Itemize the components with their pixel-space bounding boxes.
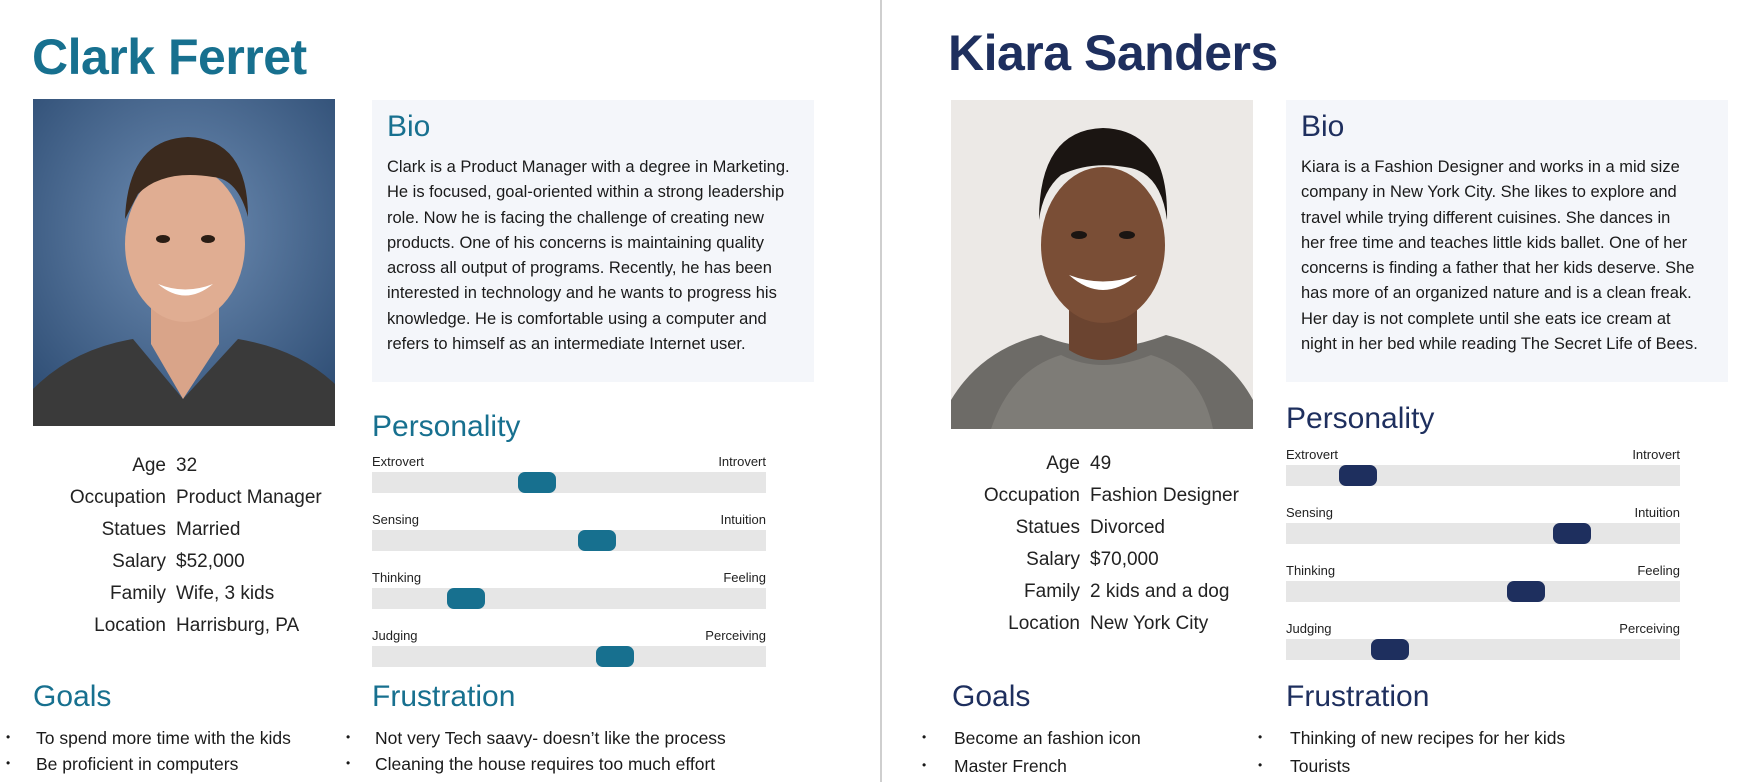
bio-line: across all output of programs. Recently, he has been xyxy=(387,259,772,278)
details-table xyxy=(934,453,1274,645)
frustration-text: Not very Tech saavy- doesn’t like the process xyxy=(375,728,726,748)
bio-line: concerns is finding a father that her kids deserve. She xyxy=(1301,259,1695,278)
slider-knob xyxy=(596,646,634,667)
detail-row-occupation xyxy=(934,485,1274,517)
detail-row-family xyxy=(934,581,1274,613)
personality-slider xyxy=(372,512,766,570)
frustration-list xyxy=(342,728,726,780)
bullet-icon: • xyxy=(346,756,351,770)
slider-right-label: Feeling xyxy=(723,570,766,585)
slider-left-label: Sensing xyxy=(1286,505,1333,520)
slider-track xyxy=(372,646,766,667)
bio-text xyxy=(387,155,807,357)
detail-value: Divorced xyxy=(1090,517,1165,538)
detail-row-status xyxy=(934,517,1274,549)
detail-value: New York City xyxy=(1090,613,1209,634)
slider-knob xyxy=(1553,523,1591,544)
bio-line: has more of an organized nature and is a clean freak. xyxy=(1301,284,1692,303)
slider-knob xyxy=(578,530,616,551)
goals-title: Goals xyxy=(952,680,1031,713)
slider-right-label: Perceiving xyxy=(1619,621,1680,636)
slider-right-label: Feeling xyxy=(1637,563,1680,578)
personality-slider xyxy=(1286,447,1680,505)
detail-value: $70,000 xyxy=(1090,549,1159,570)
personality-title: Personality xyxy=(1286,402,1435,435)
detail-value: 49 xyxy=(1090,453,1112,474)
goal-text: Master French xyxy=(954,756,1067,776)
slider-right-label: Intuition xyxy=(1634,505,1680,520)
bullet-icon: • xyxy=(6,730,11,744)
bio-line: Clark is a Product Manager with a degree in Marketing. xyxy=(387,158,790,176)
frustration-text: Tourists xyxy=(1290,756,1351,776)
bio-line: Kiara is a Fashion Designer and works in a mid size xyxy=(1301,158,1680,176)
detail-label: Family xyxy=(1024,581,1080,602)
bio-line: role. Now he is facing the challenge of creating new xyxy=(387,208,764,227)
bullet-icon: • xyxy=(922,758,927,772)
detail-row-location xyxy=(934,613,1274,645)
goals-title: Goals xyxy=(33,680,112,713)
slider-left-label: Judging xyxy=(1286,621,1332,636)
bio-line: He is focused, goal-oriented within a strong leadership xyxy=(387,183,785,202)
detail-row-salary xyxy=(934,549,1274,581)
list-item xyxy=(342,754,726,780)
detail-row-status xyxy=(20,519,360,551)
slider-left-label: Extrovert xyxy=(372,454,425,469)
slider-right-label: Introvert xyxy=(718,454,766,469)
list-item xyxy=(1256,728,1565,756)
slider-right-label: Perceiving xyxy=(705,628,766,643)
slider-track xyxy=(372,530,766,551)
slider-left-label: Thinking xyxy=(372,570,422,585)
detail-row-location xyxy=(20,615,360,647)
detail-label: Location xyxy=(94,615,166,636)
bio-line: her free time and teaches little kids ballet. One of her xyxy=(1301,233,1688,252)
detail-row-family xyxy=(20,583,360,615)
detail-label: Statues xyxy=(101,519,166,540)
slider-track xyxy=(1286,523,1680,544)
bio-line: Her day is not complete until she eats ice cream at xyxy=(1301,309,1671,328)
details-table xyxy=(20,455,360,647)
personality-sliders xyxy=(372,454,766,686)
personality-slider xyxy=(1286,563,1680,621)
persona-name: Clark Ferret xyxy=(32,29,307,85)
bullet-icon: • xyxy=(346,730,351,744)
personality-slider xyxy=(372,628,766,686)
bullet-icon: • xyxy=(1258,730,1263,744)
personality-slider xyxy=(1286,505,1680,563)
goals-list xyxy=(0,728,291,780)
slider-left-label: Thinking xyxy=(1286,563,1336,578)
slider-track xyxy=(1286,639,1680,660)
personality-sliders xyxy=(1286,447,1680,679)
persona-card-clark xyxy=(0,0,880,782)
bio-title: Bio xyxy=(1301,110,1345,143)
bullet-icon: • xyxy=(6,756,11,770)
detail-label: Occupation xyxy=(983,485,1080,506)
goal-text: To spend more time with the kids xyxy=(36,728,291,748)
slider-track xyxy=(372,588,766,609)
detail-value: Product Manager xyxy=(176,487,322,508)
bio-line: knowledge. He is comfortable using a computer and xyxy=(387,309,767,328)
slider-track xyxy=(372,472,766,493)
bio-text xyxy=(1301,155,1721,357)
bio-line: travel while trying different cuisines. She dances in xyxy=(1301,208,1671,227)
slider-left-label: Sensing xyxy=(372,512,419,527)
slider-knob xyxy=(1371,639,1409,660)
bio-line: refers to himself as an intermediate Internet user. xyxy=(387,335,746,354)
personality-slider xyxy=(1286,621,1680,679)
bullet-icon: • xyxy=(1258,758,1263,772)
list-item xyxy=(0,754,291,780)
detail-row-salary xyxy=(20,551,360,583)
detail-value: 32 xyxy=(176,455,198,476)
goal-text: Become an fashion icon xyxy=(954,728,1141,748)
goal-text: Be proficient in computers xyxy=(36,754,239,774)
frustration-list xyxy=(1256,728,1565,784)
list-item xyxy=(920,756,1141,784)
list-item xyxy=(920,728,1141,756)
detail-row-occupation xyxy=(20,487,360,519)
frustration-title: Frustration xyxy=(372,680,516,713)
slider-knob xyxy=(447,588,485,609)
slider-knob xyxy=(1339,465,1377,486)
frustration-text: Cleaning the house requires too much effort xyxy=(375,754,716,774)
personality-slider xyxy=(372,570,766,628)
detail-label: Salary xyxy=(112,551,166,572)
list-item xyxy=(0,728,291,754)
bio-line: night in her bed while reading The Secret Life of Bees. xyxy=(1301,335,1698,354)
woman-portrait-photo xyxy=(951,100,1253,429)
detail-value: Wife, 3 kids xyxy=(176,583,275,604)
slider-knob xyxy=(1507,581,1545,602)
slider-left-label: Judging xyxy=(372,628,418,643)
slider-track xyxy=(1286,581,1680,602)
detail-row-age xyxy=(934,453,1274,485)
detail-label: Age xyxy=(132,455,166,476)
bio-panel xyxy=(372,100,814,382)
detail-value: 2 kids and a dog xyxy=(1090,581,1230,602)
goals-list xyxy=(920,728,1141,784)
personality-title: Personality xyxy=(372,410,521,443)
detail-row-age xyxy=(20,455,360,487)
bio-title: Bio xyxy=(387,110,431,143)
detail-value: Harrisburg, PA xyxy=(176,615,300,636)
frustration-title: Frustration xyxy=(1286,680,1430,713)
bio-line: interested in technology and he wants to progress his xyxy=(387,284,777,303)
bullet-icon: • xyxy=(922,730,927,744)
detail-label: Statues xyxy=(1015,517,1080,538)
bio-line: company in New York City. She likes to explore and xyxy=(1301,183,1677,202)
detail-value: Fashion Designer xyxy=(1090,485,1239,506)
detail-label: Age xyxy=(1046,453,1080,474)
detail-label: Family xyxy=(110,583,166,604)
persona-name: Kiara Sanders xyxy=(948,25,1278,81)
bio-panel xyxy=(1286,100,1728,382)
detail-label: Occupation xyxy=(69,487,166,508)
slider-right-label: Intuition xyxy=(720,512,766,527)
detail-value: Married xyxy=(176,519,241,540)
bio-line: products. One of his concerns is maintaining quality xyxy=(387,233,764,252)
list-item xyxy=(1256,756,1565,784)
personality-slider xyxy=(372,454,766,512)
slider-right-label: Introvert xyxy=(1632,447,1680,462)
persona-card-kiara xyxy=(882,0,1760,782)
detail-label: Salary xyxy=(1026,549,1080,570)
slider-left-label: Extrovert xyxy=(1286,447,1339,462)
man-portrait-photo xyxy=(33,99,335,426)
detail-value: $52,000 xyxy=(176,551,245,572)
list-item xyxy=(342,728,726,754)
frustration-text: Thinking of new recipes for her kids xyxy=(1290,728,1566,748)
detail-label: Location xyxy=(1008,613,1080,634)
slider-knob xyxy=(518,472,556,493)
